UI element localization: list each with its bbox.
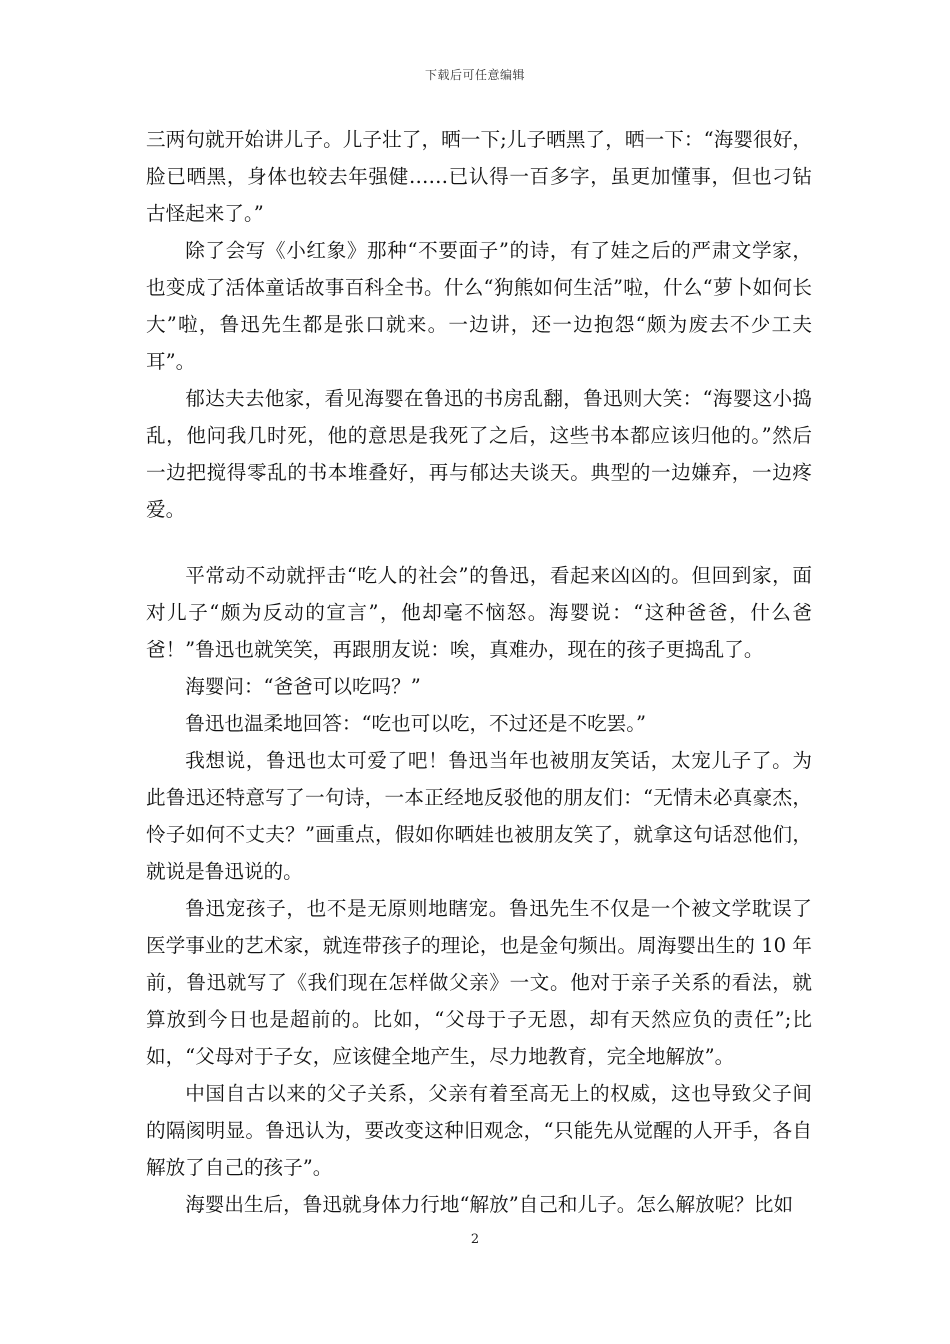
paragraph-9: 中国自古以来的父子关系，父亲有着至高无上的权威，这也导致父子间的隔阂明显。鲁迅认为，要改变这种旧观念，“只能先从觉醒的人开手，各自解放了自己的孩子”。 bbox=[146, 1082, 812, 1179]
page-header: 下载后可任意编辑 bbox=[424, 68, 525, 82]
paragraph-10: 海婴出生后，鲁迅就身体力行地“解放”自己和儿子。怎么解放呢？比如 bbox=[185, 1193, 794, 1216]
paragraph-5: 海婴问：“爸爸可以吃吗？” bbox=[185, 675, 421, 698]
paragraph-4: 平常动不动就抨击“吃人的社会”的鲁迅，看起来凶凶的。但回到家，面对儿子“颇为反动的宣言”，他却毫不恼怒。海婴说：“这种爸爸，什么爸爸！”鲁迅也就笑笑，再跟朋友说：唉，真难办，现在的孩子更捣乱了。 bbox=[146, 564, 812, 661]
paragraph-1: 三两句就开始讲儿子。儿子壮了，晒一下;儿子晒黑了，晒一下：“海婴很好，脸已晒黑，身体也较去年强健……已认得一百多字，虽更加懂事，但也刁钻古怪起来了。” bbox=[146, 128, 812, 225]
paragraph-7: 我想说，鲁迅也太可爱了吧！鲁迅当年也被朋友笑话，太宠儿子了。为此鲁迅还特意写了一句诗，一本正经地反驳他的朋友们：“无情未必真豪杰，怜子如何不丈夫？”画重点，假如你晒娃也被朋友笑了，就拿这句话怼他们，就说是鲁迅说的。 bbox=[146, 749, 812, 883]
document-body bbox=[146, 121, 812, 1223]
paragraph-spacer bbox=[146, 528, 812, 557]
paragraph-6: 鲁迅也温柔地回答：“吃也可以吃，不过还是不吃罢。” bbox=[185, 712, 647, 735]
page-number: 2 bbox=[470, 1232, 480, 1247]
paragraph-3: 郁达夫去他家，看见海婴在鲁迅的书房乱翻，鲁迅则大笑：“海婴这小捣乱，他问我几时死，他的意思是我死了之后，这些书本都应该归他的。”然后一边把搅得零乱的书本堆叠好，再与郁达夫谈天。典型的一边嫌弃，一边疼爱。 bbox=[146, 387, 812, 521]
paragraph-8: 鲁迅宠孩子，也不是无原则地瞎宠。鲁迅先生不仅是一个被文学耽误了医学事业的艺术家，就连带孩子的理论，也是金句频出。周海婴出生的 10 年前，鲁迅就写了《我们现在怎样做父亲》一文。他对于亲子关系的看法，就算放到今日也是超前的。比如，“父母于子无恩，却有天然应负的责任”;比如，“父母对于子女，应该健全地产生，尽力地教育，完全地解放”。 bbox=[146, 897, 812, 1068]
paragraph-2: 除了会写《小红象》那种“不要面子”的诗，有了娃之后的严肃文学家，也变成了活体童话故事百科全书。什么“狗熊如何生活”啦，什么“萝卜如何长大”啦，鲁迅先生都是张口就来。一边讲，还一边抱怨“颇为废去不少工夫耳”。 bbox=[146, 239, 812, 373]
